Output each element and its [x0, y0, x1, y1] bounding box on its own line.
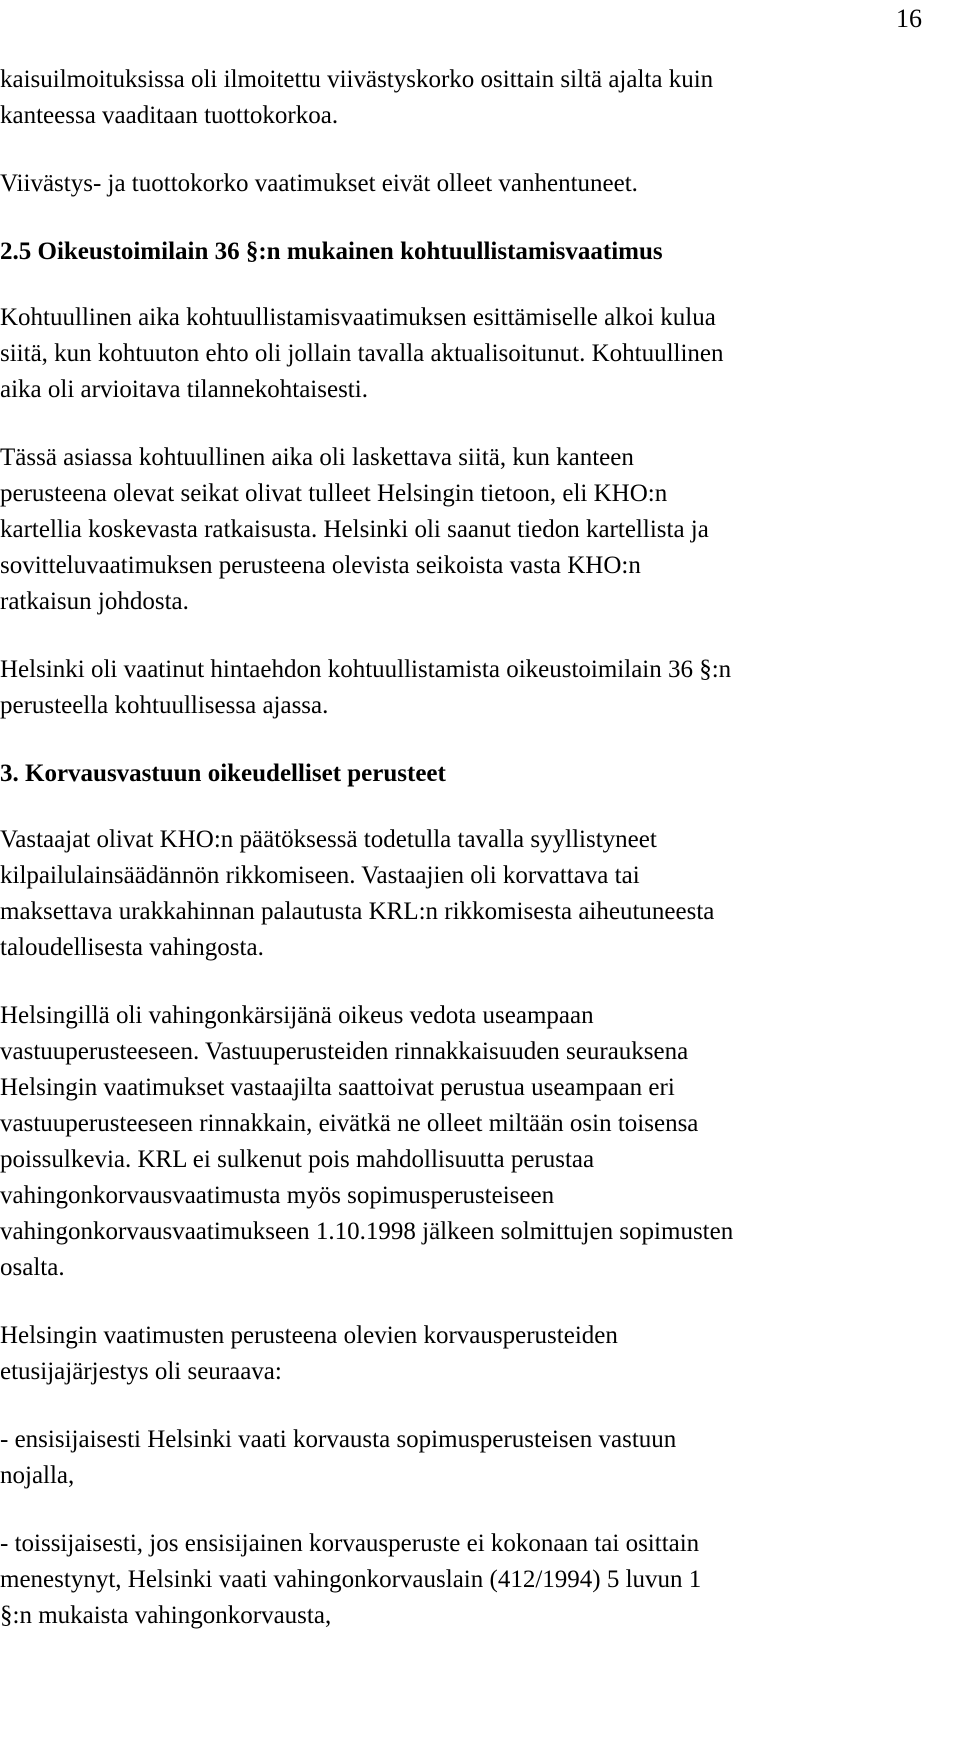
text-line: osalta. [0, 1254, 65, 1281]
text-line: vahingonkorvausvaatimukseen 1.10.1998 jälkeen solmittujen sopimusten [0, 1218, 734, 1245]
paragraph [0, 1318, 960, 1390]
text-line: nojalla, [0, 1462, 75, 1489]
text-line: Kohtuullinen aika kohtuullistamisvaatimuksen esittämiselle alkoi kulua [0, 304, 716, 331]
text-line: Viivästys- ja tuottokorko vaatimukset eivät olleet vanhentuneet. [0, 170, 638, 197]
text-line: ratkaisun johdosta. [0, 588, 189, 615]
text-line: vastuuperusteeseen. Vastuuperusteiden rinnakkaisuuden seurauksena [0, 1038, 689, 1065]
text-line: 3. Korvausvastuun oikeudelliset perusteet [0, 760, 446, 787]
text-line: kanteessa vaaditaan tuottokorkoa. [0, 102, 339, 129]
section-heading [0, 234, 960, 270]
section-heading [0, 756, 960, 792]
paragraph [0, 1422, 960, 1494]
text-line: Helsingin vaatimukset vastaajilta saattoivat perustua useampaan eri [0, 1074, 675, 1101]
paragraph [0, 1526, 960, 1634]
paragraph [0, 652, 960, 724]
page-number: 16 [896, 4, 922, 33]
text-line: kartellia koskevasta ratkaisusta. Helsinki oli saanut tiedon kartellista ja [0, 516, 709, 543]
text-line: Vastaajat olivat KHO:n päätöksessä todetulla tavalla syyllistyneet [0, 826, 657, 853]
text-line: 2.5 Oikeustoimilain 36 §:n mukainen kohtuullistamisvaatimus [0, 238, 663, 265]
text-line: siitä, kun kohtuuton ehto oli jollain tavalla aktualisoitunut. Kohtuullinen [0, 340, 724, 367]
text-line: aika oli arvioitava tilannekohtaisesti. [0, 376, 368, 403]
paragraph [0, 822, 960, 966]
text-line: perusteena olevat seikat olivat tulleet Helsingin tietoon, eli KHO:n [0, 480, 668, 507]
text-line: perusteella kohtuullisessa ajassa. [0, 692, 329, 719]
text-line: vahingonkorvausvaatimusta myös sopimusperusteiseen [0, 1182, 555, 1209]
paragraph [0, 300, 960, 408]
text-line: Tässä asiassa kohtuullinen aika oli laskettava siitä, kun kanteen [0, 444, 634, 471]
text-line: Helsingillä oli vahingonkärsijänä oikeus vedota useampaan [0, 1002, 594, 1029]
text-line: - ensisijaisesti Helsinki vaati korvausta sopimusperusteisen vastuun [0, 1426, 677, 1453]
text-line: sovitteluvaatimuksen perusteena olevista seikoista vasta KHO:n [0, 552, 641, 579]
text-line: poissulkevia. KRL ei sulkenut pois mahdollisuutta perustaa [0, 1146, 595, 1173]
paragraph [0, 166, 960, 202]
paragraph [0, 998, 960, 1286]
text-line: maksettava urakkahinnan palautusta KRL:n rikkomisesta aiheutuneesta [0, 898, 715, 925]
text-line: kilpailulainsäädännön rikkomiseen. Vastaajien oli korvattava tai [0, 862, 640, 889]
text-line: Helsingin vaatimusten perusteena olevien korvausperusteiden [0, 1322, 618, 1349]
text-line: §:n mukaista vahingonkorvausta, [0, 1602, 332, 1629]
paragraph [0, 440, 960, 620]
text-line: vastuuperusteeseen rinnakkain, eivätkä ne olleet miltään osin toisensa [0, 1110, 699, 1137]
text-line: kaisuilmoituksissa oli ilmoitettu viivästyskorko osittain siltä ajalta kuin [0, 66, 714, 93]
text-line: taloudellisesta vahingosta. [0, 934, 264, 961]
text-line: etusijajärjestys oli seuraava: [0, 1358, 282, 1385]
paragraph [0, 62, 960, 134]
document-body [0, 62, 960, 1666]
text-line: - toissijaisesti, jos ensisijainen korvausperuste ei kokonaan tai osittain [0, 1530, 700, 1557]
text-line: Helsinki oli vaatinut hintaehdon kohtuullistamista oikeustoimilain 36 §:n [0, 656, 732, 683]
text-line: menestynyt, Helsinki vaati vahingonkorvauslain (412/1994) 5 luvun 1 [0, 1566, 702, 1593]
